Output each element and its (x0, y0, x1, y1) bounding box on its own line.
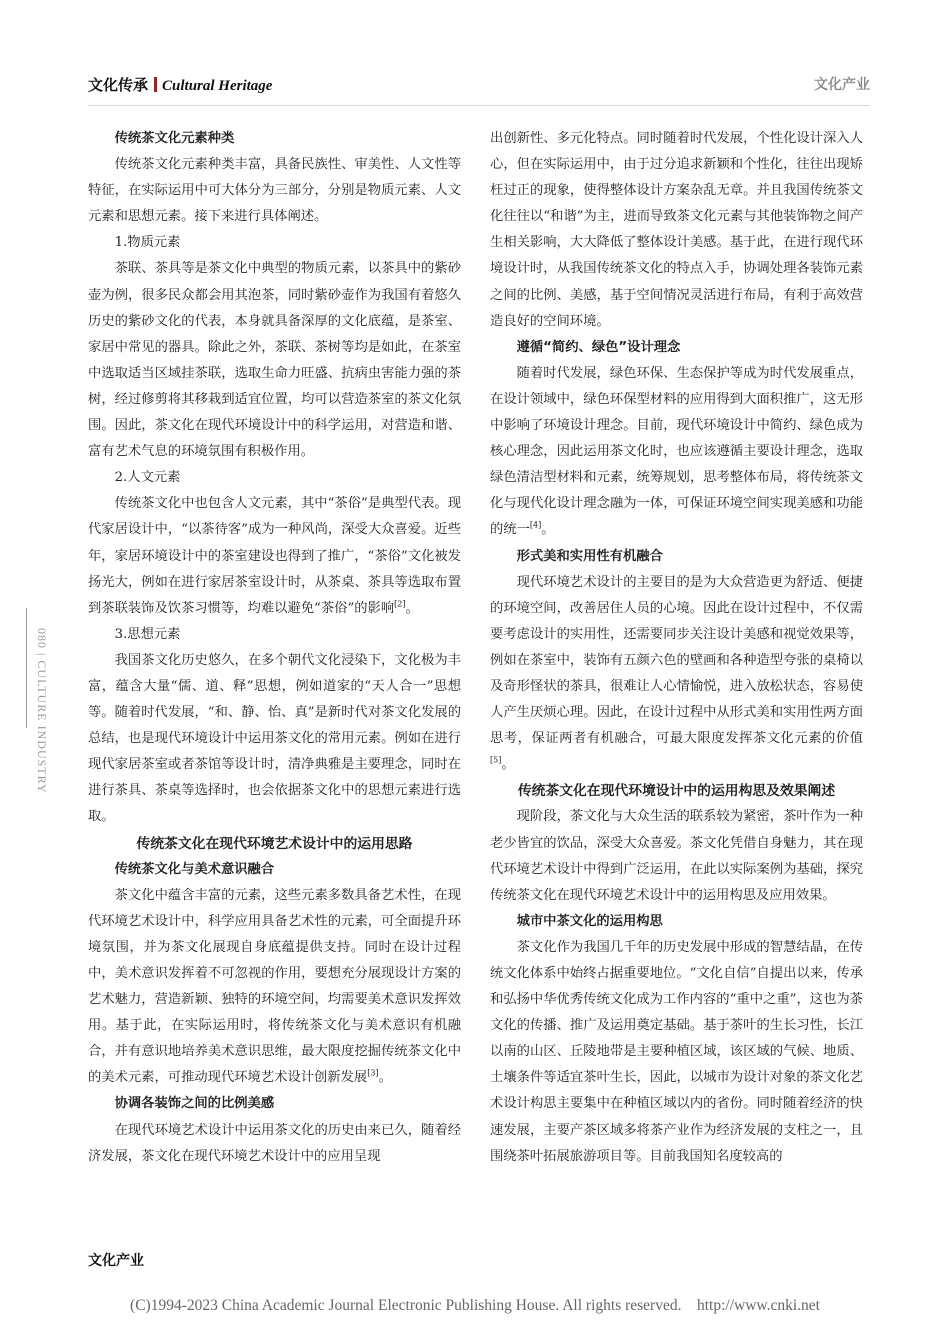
heading-art-consciousness: 传统茶文化与美术意识融合 (114, 861, 275, 877)
page-number: 080 (35, 628, 49, 649)
paragraph-element-types: 传统茶文化元素种类丰富，具备民族性、审美性、人文性等特征，在实际运用中可大体分为三部分，分别是物质元素、人文元素和思想元素。接下来进行具体阐述。 (88, 157, 461, 225)
paragraph-thought: 我国茶文化历史悠久，在多个朝代文化浸染下，文化极为丰富，蕴含大量“儒、道、释”思想，例如道家的“天人合一”思想等。随着时代发展，“和、静、怡、真”是新时代对茶文化发展的总结，也是现代环境设计中运用茶文化的常用元素。例如在进行现代家居茶室或者茶馆等设计时，清净典雅是主要理念，同时在进行茶具、茶桌等选择时，也会依据茶文化中的思想元素进行选取。 (88, 652, 461, 825)
citation-ref: [4] (529, 520, 542, 530)
citation-ref: [5] (490, 755, 502, 765)
heading-green-design: 遵循“简约、绿色”设计理念 (516, 339, 681, 355)
footer-journal-label: 文化产业 (88, 1253, 144, 1269)
running-header-section (88, 74, 272, 95)
copyright-line: (C)1994-2023 China Academic Journal Electronic Publishing House. All rights reserved. http://www.cnki.net (130, 1297, 820, 1314)
right-column (490, 126, 863, 1170)
section-title-en: Cultural Heritage (162, 78, 273, 94)
header-divider-bar (154, 77, 157, 92)
running-header-journal: 文化产业 (814, 77, 870, 93)
subheading-material: 1.物质元素 (114, 235, 181, 251)
heading-element-types: 传统茶文化元素种类 (114, 131, 235, 146)
paragraph-city-tea-culture: 茶文化作为我国几千年的历史发展中形成的智慧结晶，在传统文化体系中始终占据重要地位。“文化自信”自提出以来，传承和弘扬中华优秀传统文化成为工作内容的“重中之重”，这也为茶文化的传播、推广及运用奠定基础。基于茶叶的生长习性，长江以南的山区、丘陵地带是主要种植区域，该区域的气候、地质、土壤条件等适宜茶叶生长，因此，以城市为设计对象的茶文化艺术设计构思主要集中在种植区域以内的省份。同时随着经济的快速发展，主要产茶区域多将茶产业作为经济发展的支柱之一，且围绕茶叶拓展旅游项目等。目前我国知名度较高的 (490, 939, 863, 1164)
heading-city-tea-culture: 城市中茶文化的运用构思 (516, 913, 663, 929)
heading-form-function: 形式美和实用性有机融合 (516, 548, 663, 564)
section-heading-application-ideas: 传统茶文化在现代环境艺术设计中的运用思路 (136, 835, 413, 852)
section-title-cn: 文化传承 (88, 76, 149, 94)
citation-ref: [2] (394, 599, 406, 609)
left-column (88, 126, 461, 1170)
header-rule (88, 105, 870, 106)
paragraph-proportion: 在现代环境艺术设计中运用茶文化的历史由来已久，随着经济发展，茶文化在现代环境艺术设计中的应用呈现 (88, 1122, 461, 1164)
side-rule (26, 608, 27, 728)
paragraph-art-consciousness: 茶文化中蕴含丰富的元素，这些元素多数具备艺术性，在现代环境艺术设计中，科学应用具备艺术性的元素，可全面提升环境氛围，并为茶文化展现自身底蕴提供支持。同时在设计过程中，美术意识发挥着不可忽视的作用，要想充分展现设计方案的艺术魅力，营造新颖、独特的环境空间，均需要美术意识发挥效用。基于此，在实际运用时，将传统茶文化与美术意识有机融合，并有意识地培养美术意识思维，最大限度挖掘传统茶文化中的美术元素，可推动现代环境艺术设计创新发展[3]。 (88, 887, 461, 1086)
paragraph-green-design: 随着时代发展，绿色环保、生态保护等成为时代发展重点，在设计领域中，绿色环保型材料的应用得到大面积推广，这无形中影响了环境设计理念。目前，现代环境设计中简约、绿色成为核心理念，因此运用茶文化时，也应该遵循主要设计理念，选取绿色清洁型材料和元素，统筹规划，思考整体布局，将传统茶文化与现代化设计理念融为一体，可保证环境空间实现美感和功能的统一[4]。 (490, 365, 863, 538)
subheading-thought: 3.思想元素 (114, 626, 181, 642)
subheading-human: 2.人文元素 (114, 470, 181, 486)
paragraph-intro: 现阶段，茶文化与大众生活的联系较为紧密，茶叶作为一种老少皆宜的饮品，深受大众喜爱。茶文化凭借自身魅力，其在现代环境艺术设计中得到广泛运用，在此以实际案例为基础，探究传统茶文化在现代环境艺术设计中的运用构思及应用效果。 (490, 809, 863, 903)
section-heading-concept-effects: 传统茶文化在现代环境设计中的运用构思及效果阐述 (517, 783, 836, 800)
paragraph-human: 传统茶文化中也包含人文元素，其中“茶俗”是典型代表。现代家居设计中，“以茶待客”成为一种风尚，深受大众喜爱。近些年，家居环境设计中的茶室建设也得到了推广，“茶俗”文化被发扬光大，例如在进行家居茶室设计时，从茶桌、茶具等选取布置到茶联装饰及饮茶习惯等，均难以避免“茶俗”的影响[2]。 (88, 496, 461, 616)
side-margin-label: 080 | CULTURE INDUSTRY (20, 568, 52, 768)
paragraph-material: 茶联、茶具等是茶文化中典型的物质元素，以茶具中的紫砂壶为例，很多民众都会用其泡茶，同时紫砂壶作为我国有着悠久历史的紫砂文化的代表，本身就具备深厚的文化底蕴，是茶室、家居中常见的器具。除此之外，茶联、茶树等均是如此，在茶室中选取适当区域挂茶联，选取生命力旺盛、抗病虫害能力强的茶树，经过修剪将其移栽到适宜位置，均可以营造茶室的茶文化氛围。因此，茶文化在现代环境设计中的科学运用，对营造和谐、富有艺术气息的环境氛围有积极作用。 (88, 261, 461, 460)
paragraph-form-function: 现代环境艺术设计的主要目的是为大众营造更为舒适、便捷的环境空间，改善居住人员的心境。因此在设计过程中，不仅需要考虑设计的实用性，还需要同步关注设计美感和视觉效果等，例如在茶室中，装饰有五颜六色的壁画和各种造型夸张的桌椅以及奇形怪状的茶具，很难让人心情愉悦，进入放松状态，容易使人产生厌烦心理。因此，在设计过程中从形式美和实用性两方面思考，保证两者有机融合，可最大限度发挥茶文化元素的价值[5]。 (490, 574, 863, 773)
journal-name-en: CULTURE INDUSTRY (35, 660, 49, 794)
paragraph-proportion-continued: 出创新性、多元化特点。同时随着时代发展，个性化设计深入人心，但在实际运用中，由于过分追求新颖和个性化，往往出现矫枉过正的现象，使得整体设计方案杂乱无章。并且我国传统茶文化往往以“和谐”为主，进而导致茶文化元素与其他装饰物之间产生相关影响，大大降低了整体设计美感。基于此，在进行现代环境设计时，从我国传统茶文化的特点入手，协调处理各装饰元素之间的比例、美感，基于空间情况灵活进行布局，有利于高效营造良好的空间环境。 (490, 131, 863, 329)
citation-ref: [3] (367, 1068, 379, 1078)
heading-proportion: 协调各装饰之间的比例美感 (114, 1096, 275, 1112)
